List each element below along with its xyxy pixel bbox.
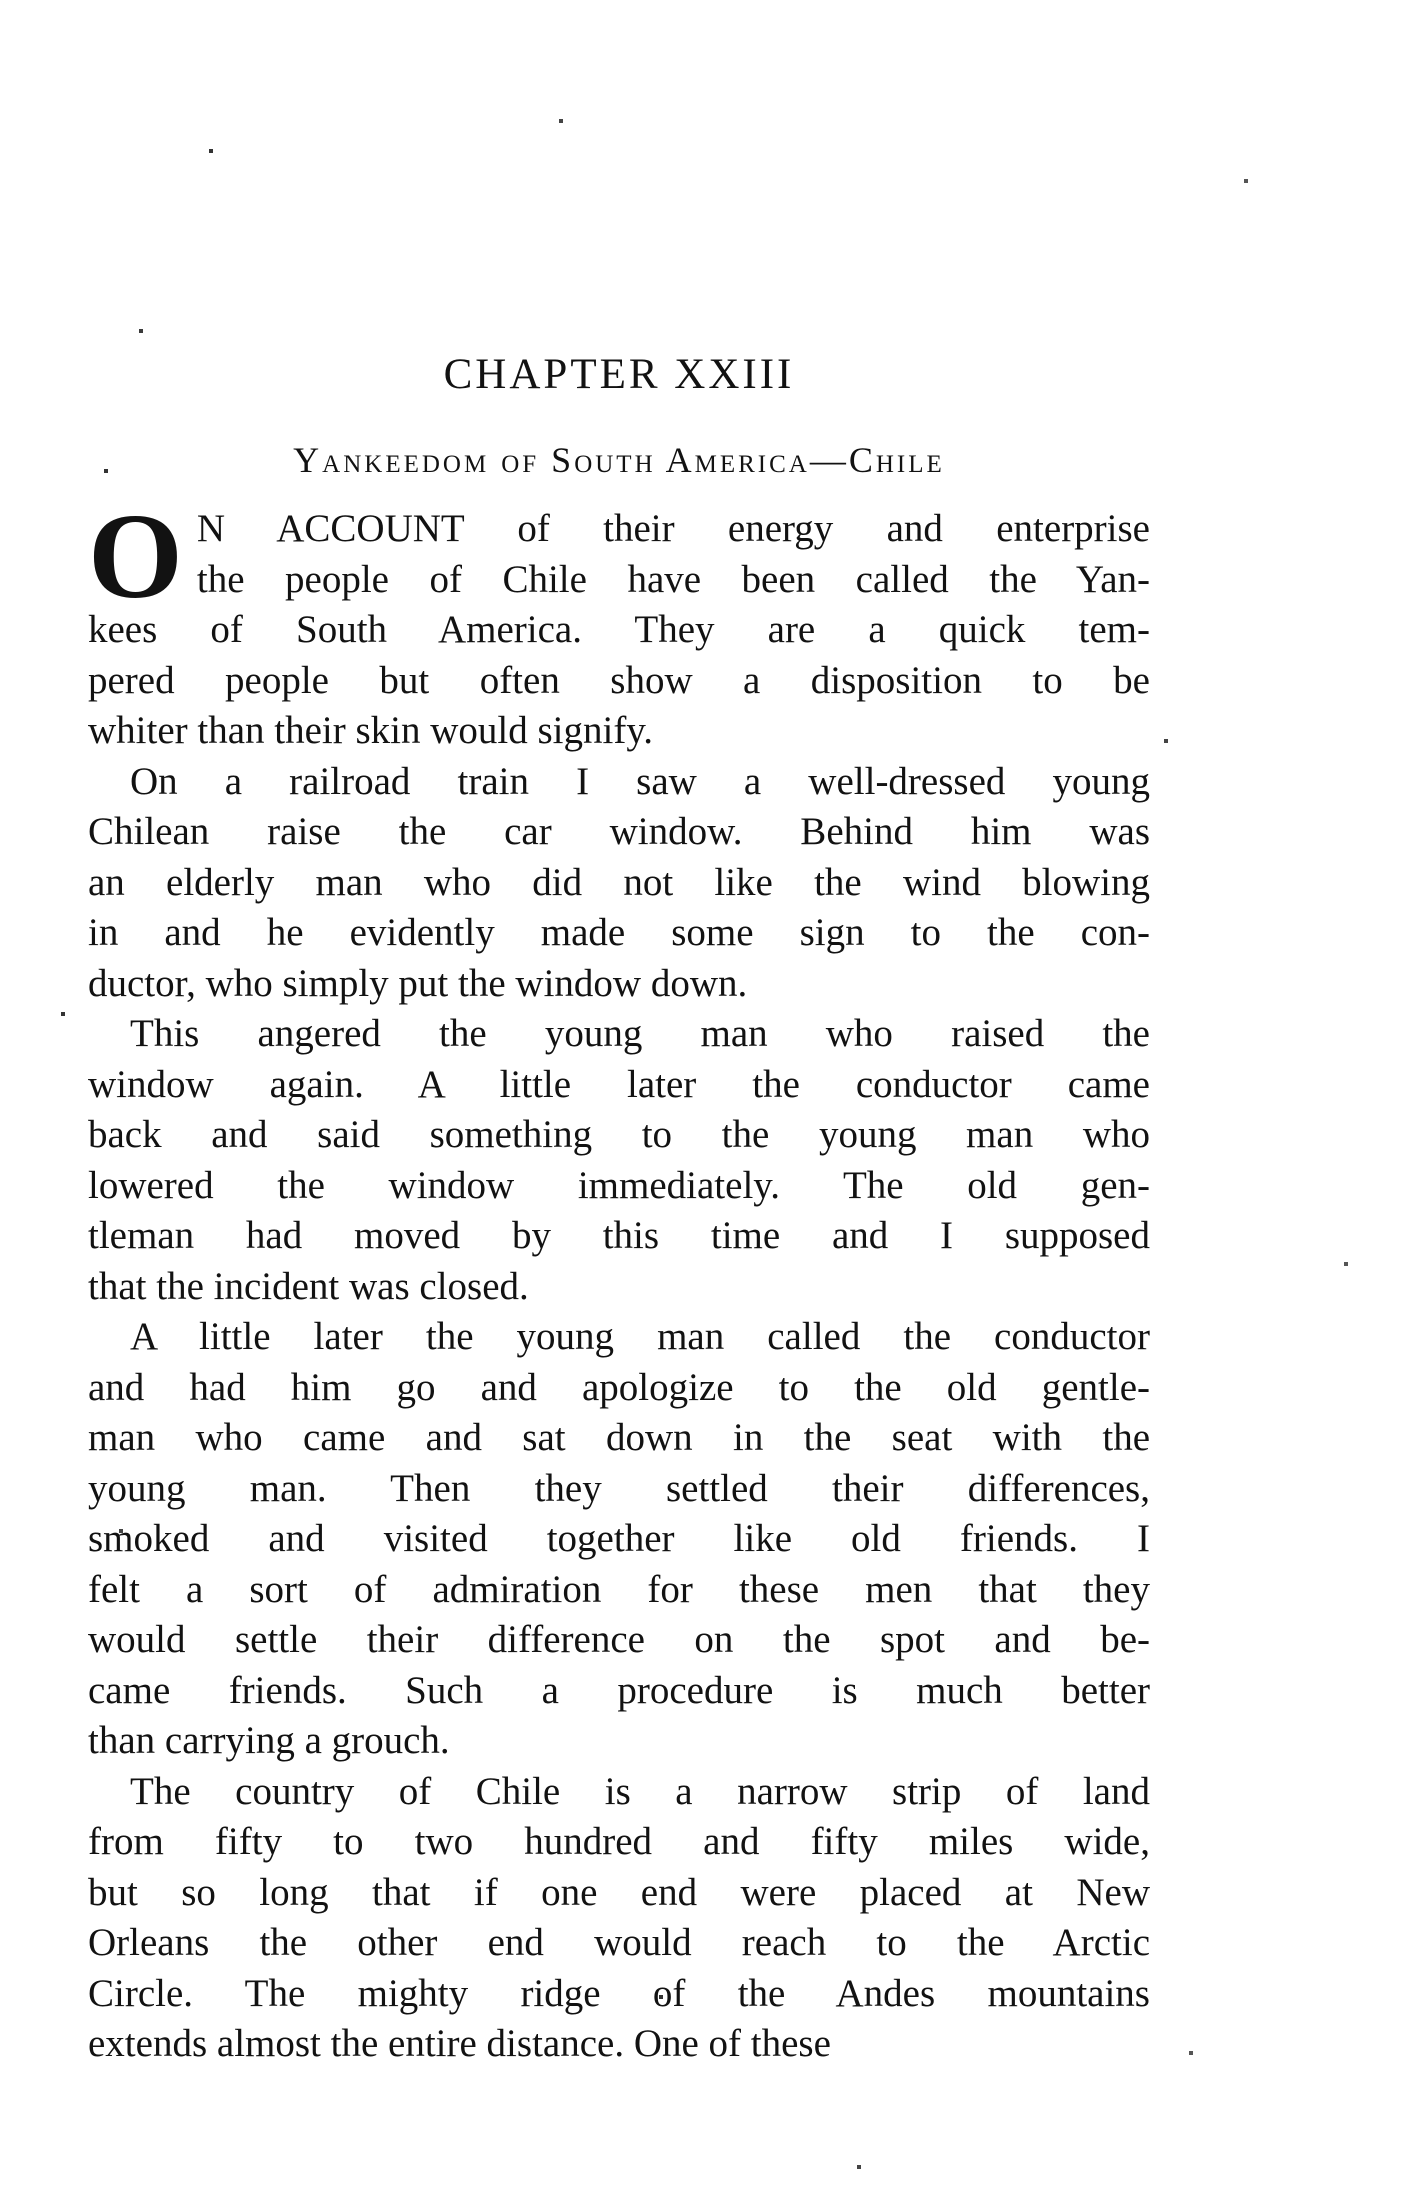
text-line: Chilean raise the car window. Behind him was bbox=[88, 810, 1150, 853]
text-line: felt a sort of admiration for these men that they bbox=[88, 1567, 1150, 1611]
text-line: whiter than their skin would signify. bbox=[88, 709, 654, 752]
paragraph bbox=[88, 1009, 1150, 1312]
body-text bbox=[88, 489, 1150, 2070]
text-line: man who came and sat down in the seat with the bbox=[88, 1416, 1150, 1459]
text-line: young man. Then they settled their differences, bbox=[88, 1466, 1150, 1510]
text-line: would settle their difference on the spot and be- bbox=[88, 1618, 1150, 1661]
text-line: The country of Chile is a narrow strip of land bbox=[130, 1769, 1150, 1813]
text-line: kees of South America. They are a quick tem- bbox=[88, 608, 1150, 651]
text-line: A little later the young man called the conductor bbox=[130, 1315, 1150, 1358]
chapter-heading: CHAPTER XXIII bbox=[443, 351, 795, 398]
text-line: pered people but often show a disposition to be bbox=[88, 658, 1150, 702]
text-line: back and said something to the young man who bbox=[88, 1113, 1150, 1156]
text-line: On a railroad train I saw a well-dressed young bbox=[130, 759, 1150, 803]
text-line: Orleans the other end would reach to the Arctic bbox=[88, 1921, 1150, 1964]
text-line: ductor, who simply put the window down. bbox=[88, 961, 748, 1005]
chapter-subtitle: Yankeedom of South America—Chile bbox=[293, 440, 945, 480]
text-line: that the incident was closed. bbox=[88, 1264, 529, 1308]
text-line: from fifty to two hundred and fifty miles wide, bbox=[88, 1820, 1150, 1863]
text-line: and had him go and apologize to the old gentle- bbox=[88, 1365, 1150, 1409]
text-line: extends almost the entire distance. One of these bbox=[88, 2022, 831, 2065]
text-line: window again. A little later the conductor came bbox=[88, 1062, 1150, 1106]
paragraph bbox=[88, 1767, 1150, 2070]
text-line: N ACCOUNT of their energy and enterprise bbox=[196, 507, 1150, 550]
text-line: the people of Chile have been called the Yan- bbox=[196, 557, 1150, 601]
drop-cap: O bbox=[88, 489, 183, 624]
text-line: tleman had moved by this time and I supposed bbox=[88, 1214, 1150, 1257]
text-line: than carrying a grouch. bbox=[88, 1719, 450, 1762]
text-line: Circle. The mighty ridge of the Andes mountains bbox=[88, 1971, 1150, 2015]
text-line: in and he evidently made some sign to the con- bbox=[88, 911, 1150, 954]
text-block bbox=[88, 352, 1150, 2070]
text-line: an elderly man who did not like the wind blowing bbox=[88, 860, 1150, 904]
text-line: lowered the window immediately. The old gen- bbox=[88, 1163, 1150, 1207]
paragraph bbox=[88, 1312, 1150, 1767]
text-line: smoked and visited together like old friends. I bbox=[88, 1517, 1150, 1560]
paragraph bbox=[88, 757, 1150, 1010]
text-line: but so long that if one end were placed at New bbox=[88, 1870, 1150, 1914]
scan-speck-artifacts bbox=[0, 0, 2, 2]
paragraph bbox=[88, 489, 1150, 757]
text-line: came friends. Such a procedure is much better bbox=[88, 1668, 1150, 1712]
text-line: This angered the young man who raised the bbox=[130, 1012, 1150, 1055]
